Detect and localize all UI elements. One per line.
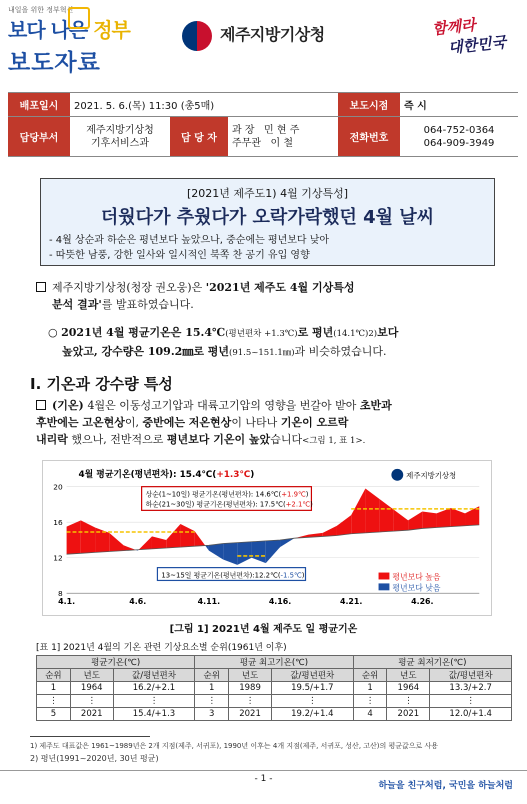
deviation-area [266,540,280,563]
govt-logo-square-icon [68,7,90,29]
cell: 2021 [229,708,272,721]
deviation-area [109,533,123,552]
p3-m: <그림 1, 표 1>. [302,436,366,446]
col-value: 값/평년편차 [113,669,195,682]
cell: ⋮ [229,695,272,708]
footer-motto: 하늘을 친구처럼, 국민을 하늘처럼 [378,781,513,791]
p3-i: 내리락 [36,433,68,446]
y-tick-label: 12 [53,553,63,563]
cell: 4 [353,708,387,721]
deviation-area [408,512,422,531]
p3-h: 기온이 오르락 [280,416,349,429]
cell: 1 [37,682,71,695]
cell: 19.5/+1.7 [271,682,353,695]
checkbox-bullet-icon [36,282,46,292]
group-avg-temp: 평균기온(℃) [37,656,195,669]
deviation-area [180,524,194,547]
phone-value [400,117,518,157]
annotation-mid [161,570,304,579]
dept-value [70,117,170,157]
cell: ⋮ [113,695,195,708]
legend-low-swatch [379,583,390,590]
annotation-lower-dev: +2.1℃ [285,500,311,509]
deviation-area [380,499,394,532]
y-tick-label: 20 [53,482,63,492]
x-tick-label: 4.26. [411,597,434,607]
deviation-area [67,520,81,554]
cell: 5 [37,708,71,721]
chart-title-dev: +1.3℃ [216,469,251,480]
page-number: - 1 - [254,774,273,784]
summary-subtitle: [2021년 제주도1) 4월 기상특성] [187,187,348,200]
slogan-line-1: 함께라 [431,15,477,39]
p2-d: (14.1℃)2) [333,329,378,339]
intro-text-c: 분석 결과' [52,298,102,311]
role-1: 과 장 [232,124,255,136]
cell: 19.2/+1.4 [271,708,353,721]
agency-name: 제주지방기상청 [220,25,325,44]
ranking-table [36,655,512,721]
x-tick-label: 4.6. [129,597,147,607]
table-row-2021 [37,708,512,721]
cell: ⋮ [387,695,430,708]
summary-bullet-1: - 4월 상순과 하순은 평년보다 높았으나, 중순에는 평년보다 낮아 [49,235,330,246]
footer-divider [0,770,527,771]
cell: 2021 [70,708,113,721]
dept-label: 담당부서 [8,117,70,157]
logo-text-a: 보다 나은 [8,18,94,42]
p2-f: 높았고, 강수량은 109.2㎜로 평년 [62,345,230,358]
annotation-upper-text: 상순(1~10일) 평균기온(평년편차): 14.6℃( [145,490,282,499]
p3-l: 습니다 [270,433,303,446]
y-tick-label: 8 [57,589,63,599]
deviation-area [81,520,95,553]
group-avg-max-temp: 평균 최고기온(℃) [195,656,353,669]
temperature-paragraph [36,397,506,450]
name-2: 이 철 [270,137,294,149]
table-row-ellipsis [37,695,512,708]
annotation-upper [146,490,309,499]
cell: 12.0/+1.4 [430,708,512,721]
x-tick-label: 4.11. [197,597,221,607]
annotation-mid-close: ) [301,571,305,580]
chart-title-close: ) [250,469,255,480]
x-tick-label: 4.1. [58,597,76,607]
slogan-line-2: 대한민국 [447,33,507,57]
p3-j: 했으나, 전반적으로 [67,433,167,446]
legend-high-swatch [379,573,390,580]
footnote-2: 2) 평년(1991~2020년, 30년 평균) [30,754,159,763]
cell: 2021 [387,708,430,721]
chart-title [78,468,254,480]
date-value: 2021. 5. 6.(목) 11:30 (총5매) [70,93,338,117]
col-rank: 순위 [195,669,229,682]
p2-c: 로 평년 [297,326,334,339]
p3-d: 후반에는 고온현상 [36,416,125,429]
cell: 1964 [387,682,430,695]
deviation-area [252,541,266,563]
p3-e: 이, [124,416,143,429]
p2-b: (평년편차 +1.3℃) [225,329,298,339]
deviation-area [437,508,451,528]
deviation-area [422,512,436,529]
name-1: 민 현 주 [264,124,300,136]
cell: ⋮ [353,695,387,708]
person-label: 담 당 자 [170,117,228,157]
deviation-area [365,488,379,532]
p3-a: (기온) [52,399,88,412]
col-year: 년도 [70,669,113,682]
col-year: 년도 [387,669,430,682]
dept-value-2: 기후서비스과 [91,137,149,149]
date-label: 배포일시 [8,93,70,117]
press-release-title: 보도자료 [8,50,101,76]
p3-b: 4월은 이동성고기압과 대륙고기압의 영향을 번갈아 받아 [87,399,360,412]
table-row [37,682,512,695]
chart-agency-logo-text: 제주지방기상청 [406,470,457,480]
annotation-upper-dev: +1.9℃ [281,490,306,499]
summary-bullet-2: - 따뜻한 남풍, 강한 일사와 일시적인 북쪽 찬 공기 유입 영향 [49,250,310,261]
intro-text-b: '2021년 제주도 4월 기상특성 [205,281,355,294]
deviation-area [223,543,237,565]
deviation-area [139,536,152,549]
phone-2: 064-909-3949 [423,137,495,149]
col-rank: 순위 [37,669,71,682]
p2-h: 과 비슷하였습니다. [294,345,387,358]
deviation-area [337,515,351,535]
col-value: 값/평년편차 [430,669,512,682]
p2-a: 2021년 4월 평균기온은 15.4℃ [61,326,226,339]
deviation-area [209,544,223,560]
summary-paragraph [48,324,508,362]
col-value: 값/평년편차 [271,669,353,682]
cell: 1 [195,682,229,695]
intro-paragraph [36,279,506,313]
footnote-divider [30,736,150,737]
p3-f: 중반에는 저온현상 [142,416,232,429]
cell: 1964 [70,682,113,695]
cell: ⋮ [195,695,229,708]
daily-temperature-chart [42,460,492,616]
dept-value-1: 제주지방기상청 [86,124,154,136]
embargo-value: 즉 시 [400,93,518,117]
table-caption: [표 1] 2021년 4월의 기온 관련 기상요소별 순위(1961년 이후) [36,643,287,653]
p3-k: 평년보다 기온이 높았 [166,433,271,446]
deviation-area [205,545,209,550]
deviation-area [195,531,206,546]
phone-label: 전화번호 [338,117,400,157]
cell: 3 [195,708,229,721]
cell: ⋮ [37,695,71,708]
person-value [228,117,338,157]
annotation-lower [146,499,314,508]
circle-bullet-icon: ○ [48,326,62,339]
cell: 1989 [229,682,272,695]
legend-high-label: 평년보다 높음 [392,572,441,582]
annotation-lower-text: 하순(21~30일) 평균기온(평년편차): 17.5℃( [145,500,286,509]
cell: 16.2/+2.1 [113,682,195,695]
x-tick-label: 4.16. [268,597,292,607]
annotation-lower-close: ) [310,500,313,509]
legend-low-label: 평년보다 낮음 [392,583,441,593]
deviation-area [237,542,251,565]
col-rank: 순위 [353,669,387,682]
cell: ⋮ [430,695,512,708]
logo-text-b: 정부 [93,18,130,42]
deviation-area [451,508,465,527]
summary-box [40,178,495,266]
summary-headline: 더웠다가 추웠다가 오락가락했던 4월 날씨 [100,207,435,228]
p3-c: 초반과 [359,399,392,412]
p2-e: 보다 [377,326,399,339]
annotation-mid-text: 13~15일 평균기온(평년편차):12.2℃( [161,571,281,580]
figure-caption: [그림 1] 2021년 4월 제주도 일 평균기온 [169,624,358,635]
cell: 15.4/+1.3 [113,708,195,721]
deviation-area [323,526,337,537]
deviation-area [166,524,180,548]
annotation-mid-dev: -1.5℃ [280,571,302,580]
checkbox-bullet-icon [36,400,46,410]
p3-g: 이 나타나 [231,416,281,429]
chart-agency-logo-icon [391,469,403,481]
x-tick-label: 4.21. [339,597,363,607]
embargo-label: 보도시점 [338,93,400,117]
cell: 13.3/+2.7 [430,682,512,695]
section-heading: Ⅰ. 기온과 강수량 특성 [30,375,173,393]
footnote-1: 1) 제주도 대표값은 1961~1989년은 2개 지점(제주, 서귀포), 1990년 이후는 4개 지점(제주, 서귀포, 성산, 고산)의 평균값으로 사용 [30,742,439,750]
taeguk-emblem-icon [182,21,212,51]
deviation-area [351,488,365,533]
phone-1: 064-752-0364 [423,124,495,136]
cell: 1 [353,682,387,695]
intro-text-d: 를 발표하였습니다. [101,298,194,311]
annotation-upper-close: ) [305,490,309,499]
group-avg-min-temp: 평균 최저기온(℃) [353,656,511,669]
release-info-table [8,92,518,157]
deviation-area [394,510,408,531]
cell: ⋮ [271,695,353,708]
y-tick-label: 16 [53,518,63,528]
intro-text-a: 제주지방기상청(청장 권오웅)은 [52,281,206,294]
cell: ⋮ [70,695,113,708]
deviation-area [152,536,166,548]
col-year: 년도 [229,669,272,682]
chart-title-plain: 4월 평균기온(평년편차): 15.4℃( [78,469,217,480]
p2-g: (91.5~151.1㎜) [229,348,295,358]
govt-innovation-tagline: 내일을 위한 정부혁신 [8,6,74,14]
role-2: 주무관 [232,137,261,149]
